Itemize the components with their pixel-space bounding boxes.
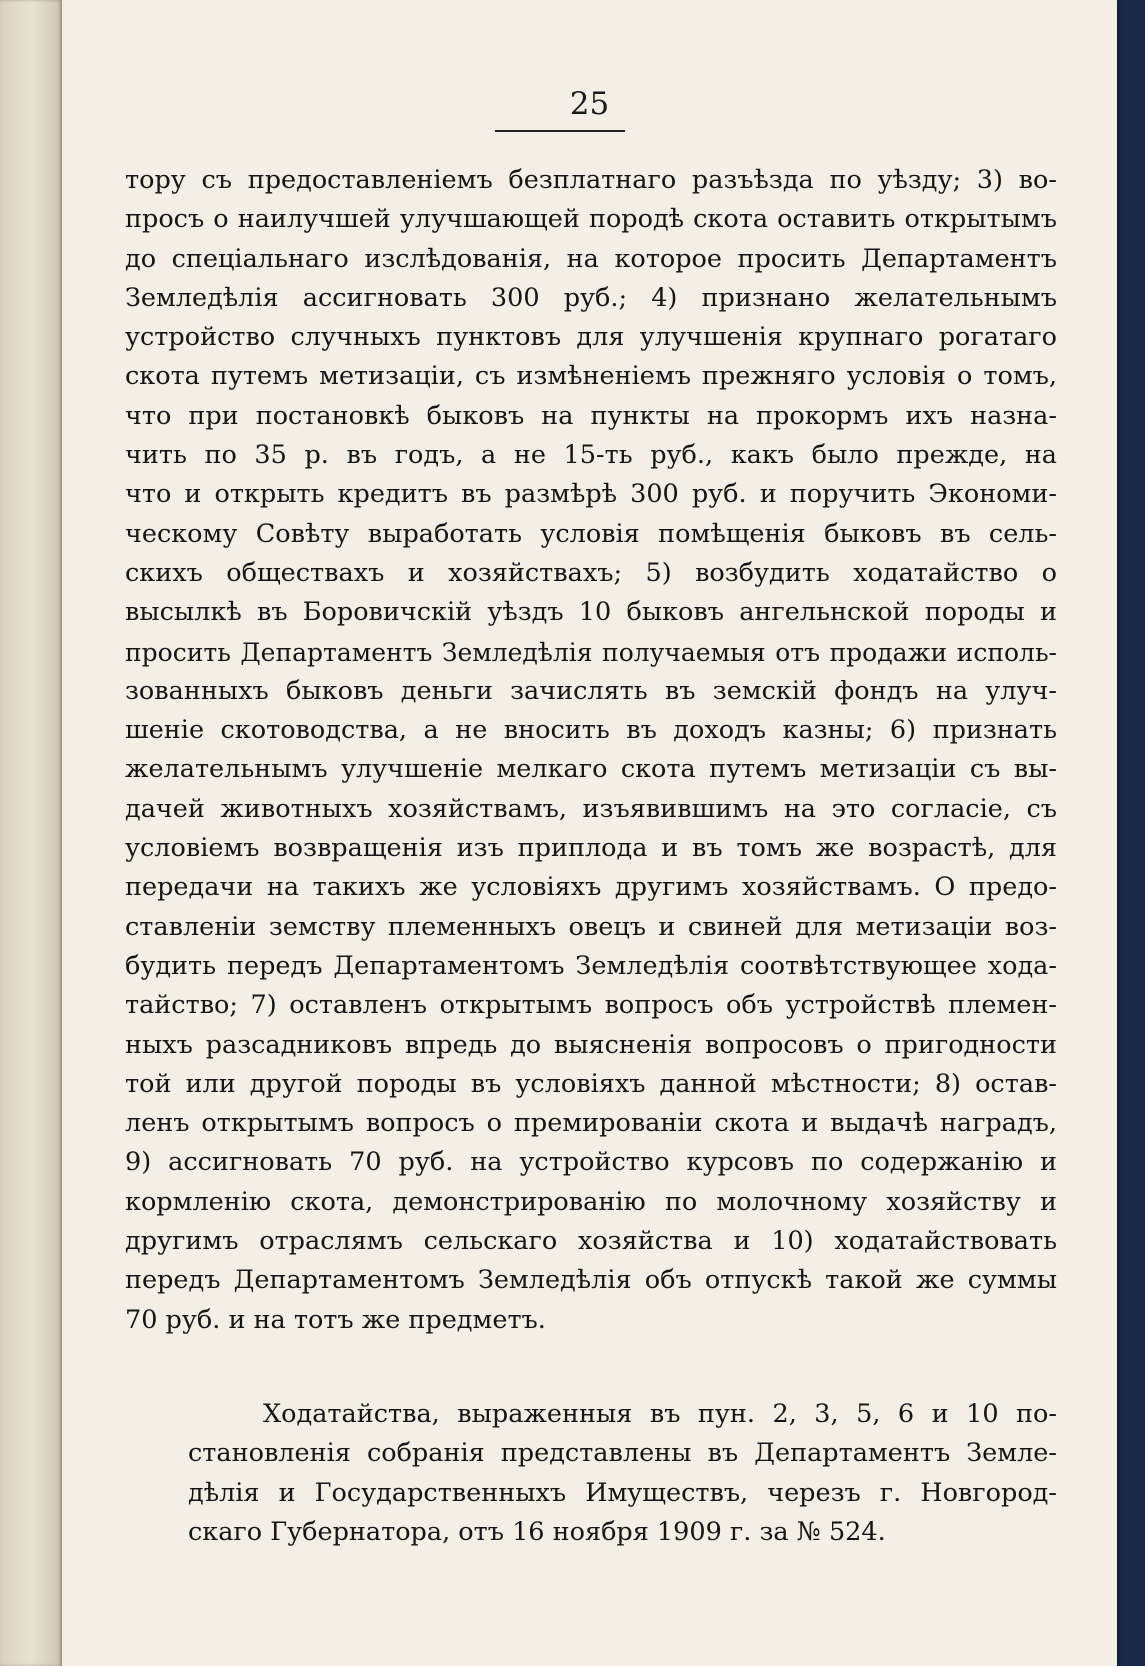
page-number-rule: [495, 130, 625, 132]
text-line: ныхъ разсадниковъ впредь до выясненія вопросовъ о пригодности: [125, 1029, 1057, 1060]
text-line: ленъ открытымъ вопросъ о премированіи скота и выдачѣ наградъ,: [125, 1108, 1057, 1139]
text-line: до спеціальнаго изслѣдованія, на которое просить Департаментъ: [125, 243, 1057, 274]
book-page: [62, 0, 1117, 1666]
text-line: условіемъ возвращенія изъ приплода и въ томъ же возрастѣ, для: [125, 833, 1057, 864]
text-line: дѣлія и Государственныхъ Имуществъ, черезъ г. Новгород-: [188, 1477, 1057, 1508]
text-line: передъ Департаментомъ Земледѣлія объ отпускѣ такой же суммы: [125, 1265, 1057, 1296]
text-line: кормленію скота, демонстрированію по молочному хозяйству и: [125, 1186, 1057, 1217]
text-line: что при постановкѣ быковъ на пункты на прокормъ ихъ назна-: [125, 400, 1057, 431]
text-line: высылкѣ въ Боровичскій уѣздъ 10 быковъ ангельнской породы и: [125, 597, 1057, 628]
text-line: 70 руб. и на тотъ же предметъ.: [125, 1304, 546, 1335]
text-line: передачи на такихъ же условіяхъ другимъ хозяйствамъ. О предо-: [125, 872, 1057, 903]
text-line: скаго Губернатора, отъ 16 ноября 1909 г. за № 524.: [188, 1516, 886, 1547]
text-line: той или другой породы въ условіяхъ данной мѣстности; 8) остав-: [125, 1068, 1057, 1099]
text-line: скихъ обществахъ и хозяйствахъ; 5) возбудить ходатайство о: [125, 557, 1057, 588]
body-text: [125, 161, 1057, 1552]
text-line: дачей животныхъ хозяйствамъ, изъявившимъ на это согласіе, съ: [125, 793, 1057, 824]
text-line: просъ о наилучшей улучшающей породѣ скота оставить открытымъ: [125, 204, 1057, 235]
text-line: скота путемъ метизаціи, съ измѣненіемъ прежняго условія о томъ,: [125, 361, 1057, 392]
adjacent-page-edge: [0, 0, 62, 1666]
text-line: просить Департаментъ Земледѣлія получаемыя отъ продажи исполь-: [125, 637, 1057, 667]
text-line: другимъ отраслямъ сельскаго хозяйства и 10) ходатайствовать: [125, 1226, 1057, 1257]
text-line: зованныхъ быковъ деньги зачислять въ земскій фондъ на улуч-: [125, 675, 1057, 706]
text-line: желательнымъ улучшеніе мелкаго скота путемъ метизаціи съ вы-: [125, 754, 1057, 785]
text-line: чить по 35 р. въ годъ, а не 15-ть руб., какъ было прежде, на: [125, 440, 1057, 471]
text-line: будить передъ Департаментомъ Земледѣлія соотвѣтствующее хода-: [125, 950, 1057, 981]
text-line: Земледѣлія ассигновать 300 руб.; 4) признано желательнымъ: [125, 282, 1057, 313]
text-line: ческому Совѣту выработать условія помѣщенія быковъ въ сель-: [125, 518, 1057, 549]
text-line: устройство случныхъ пунктовъ для улучшенія крупнаго рогатаго: [125, 322, 1057, 353]
text-line: Ходатайства, выраженныя въ пун. 2, 3, 5, 6 и 10 по-: [263, 1398, 1057, 1429]
text-line: становленія собранія представлены въ Департаментъ Земле-: [188, 1438, 1057, 1469]
text-line: ставленіи земству племенныхъ овецъ и свиней для метизаціи воз-: [125, 911, 1057, 942]
page-number: 25: [569, 86, 610, 122]
text-line: тору съ предоставленіемъ безплатнаго разъѣзда по уѣзду; 3) во-: [125, 165, 1057, 195]
text-line: 9) ассигновать 70 руб. на устройство курсовъ по содержанію и: [125, 1147, 1057, 1178]
text-line: шеніе скотоводства, а не вносить въ доходъ казны; 6) признать: [125, 715, 1057, 746]
text-line: что и открыть кредитъ въ размѣрѣ 300 руб. и поручить Экономи-: [125, 479, 1057, 510]
text-line: тайство; 7) оставленъ открытымъ вопросъ объ устройствѣ племен-: [125, 990, 1057, 1021]
